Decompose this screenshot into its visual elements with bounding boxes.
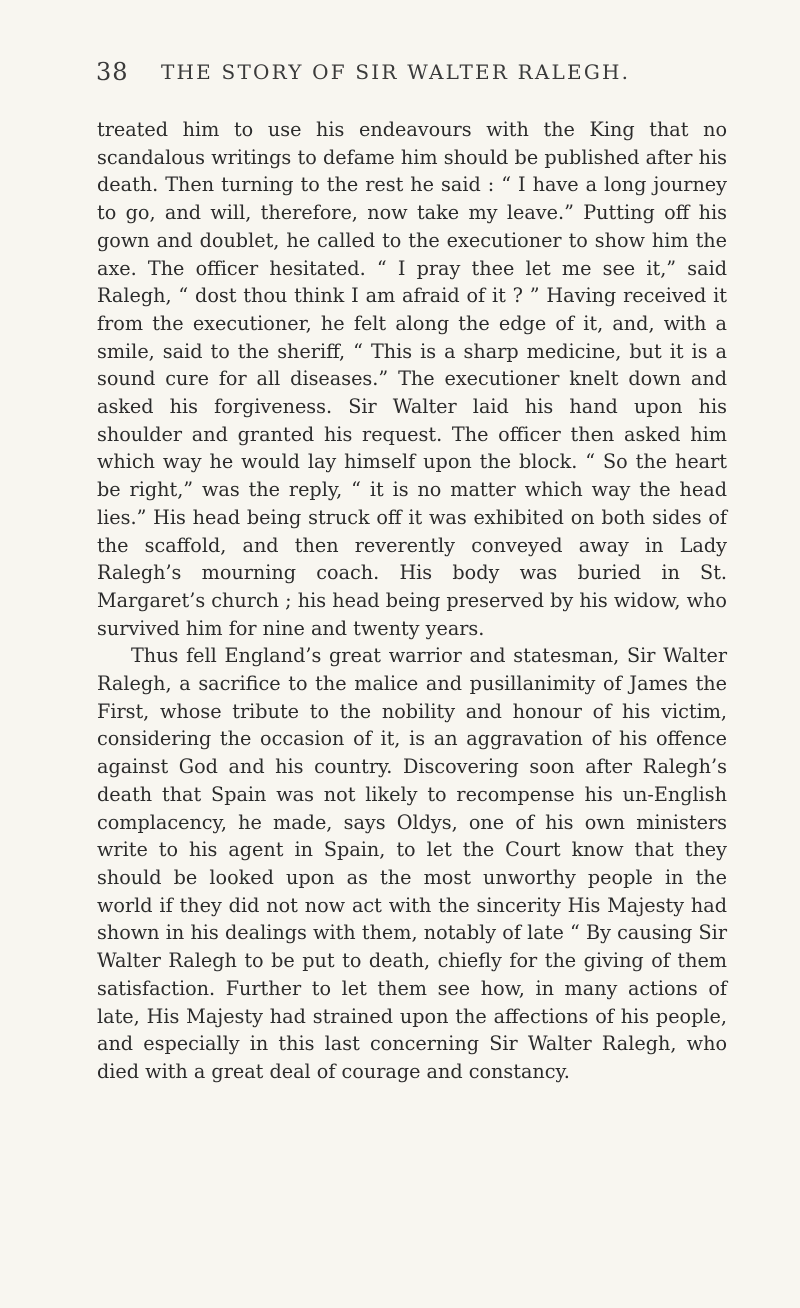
page-number: 38	[96, 58, 129, 86]
body-text	[97, 116, 727, 1086]
running-title: THE STORY OF SIR WALTER RALEGH.	[161, 60, 631, 84]
paragraph-2: Thus fell England’s great warrior and statesman, Sir Walter Ralegh, a sacrifice to the malice and pusillanimity of James the First, whose tribute to the nobility and honour of his victim, considering the occasion of it, is an aggravation of his offence against God and his country. Discovering soon after Ralegh’s death that Spain was not likely to recompense his un-English complacency, he made, says Oldys, one of his own ministers write to his agent in Spain, to let the Court know that they should be looked upon as the most unworthy people in the world if they did not now act with the sincerity His Majesty had shown in his dealings with them, notably of late “ By causing Sir Walter Ralegh to be put to death, chiefly for the giving of them satisfaction. Further to let them see how, in many actions of late, His Majesty had strained upon the affections of his people, and especially in this last concerning Sir Walter Ralegh, who died with a great deal of courage and constancy.	[97, 644, 727, 1083]
running-header	[0, 58, 800, 94]
paragraph-1: treated him to use his endeavours with the King that no scandalous writings to defame him should be published after his death. Then turning to the rest he said : “ I have a long journey to go, and will, therefore, now take my leave.” Putting off his gown and doublet, he called to the executioner to show him the axe. The officer hesitated. “ I pray thee let me see it,” said Ralegh, “ dost thou think I am afraid of it ? ” Having received it from the executioner, he felt along the edge of it, and, with a smile, said to the sheriff, “ This is a sharp medicine, but it is a sound cure for all diseases.” The executioner knelt down and asked his forgiveness. Sir Walter laid his hand upon his shoulder and granted his request. The officer then asked him which way he would lay himself upon the block. “ So the heart be right,” was the reply, “ it is no matter which way the head lies.” His head being struck off it was exhibited on both sides of the scaffold, and then reverently conveyed away in Lady Ralegh’s mourning coach. His body was buried in St. Margaret’s church ; his head being preserved by his widow, who survived him for nine and twenty years.	[97, 118, 727, 640]
